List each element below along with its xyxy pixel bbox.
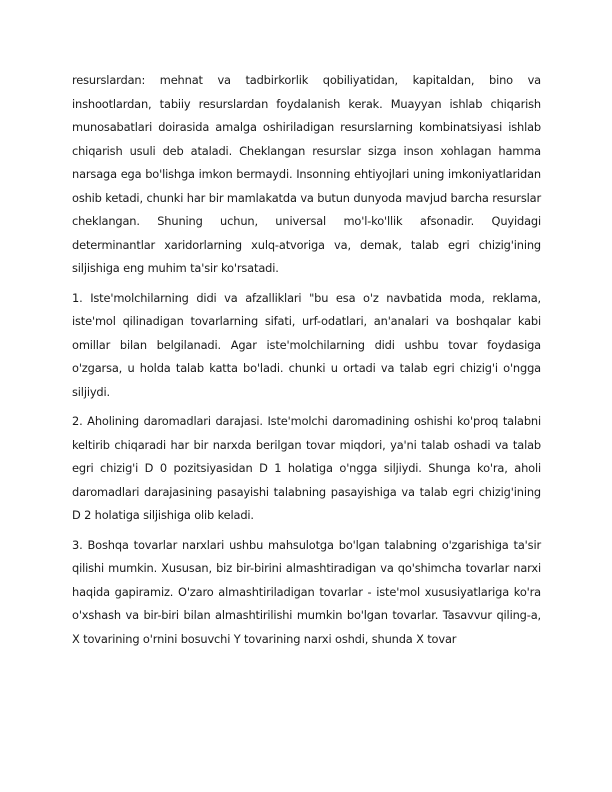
- paragraph-item-1: 1. Iste'molchilarning didi va afzalliklari "bu esa o'z navbatida moda, reklama, iste'mol qilinadigan tovarlarning sifati, urf-odatlari, an'analari va boshqalar kabi omillar bilan belgilanadi. Agar iste'molchilarning didi ushbu tovar foydasiga o'zgarsa, u holda talab katta bo'ladi. chunki u ortadi va talab egri chizig'i o'ngga siljiydi.: [72, 290, 541, 399]
- document-page: [72, 69, 541, 657]
- paragraph-item-2: 2. Aholining daromadlari darajasi. Iste'molchi daromadining oshishi ko'proq talabni keltirib chiqaradi har bir narxda berilgan tovar miqdori, ya'ni talab oshadi va talab egri chizig'i D 0 pozitsiyasidan D 1 holatiga o'ngga siljiydi. Shunga ko'ra, aholi daromadlari darajasining pasayishi talabning pasayishiga va talab egri chizig'ining D 2 holatiga siljishiga olib keladi.: [72, 414, 541, 522]
- paragraph-item-3: 3. Boshqa tovarlar narxlari ushbu mahsulotga bo'lgan talabning o'zgarishiga ta'sir qilishi mumkin. Xususan, biz bir-birini almashtiradigan va qo'shimcha tovarlar narxi haqida gapiramiz. O'zaro almashtiriladigan tovarlar - iste'mol xususiyatlariga ko'ra o'xshash va bir-biri bilan almashtirilishi mumkin bo'lgan tovarlar. Tasavvur qiling-a, X tovarining o'rnini bosuvchi Y tovarining narxi oshdi, shunda X tovar: [72, 537, 541, 646]
- paragraph-intro: resurslardan: mehnat va tadbirkorlik qobiliyatidan, kapitaldan, bino va inshootlardan, tabiiy resurslardan foydalanish kerak. Muayyan ishlab chiqarish munosabatlari doirasida amalga oshiriladigan resurslarning kombinatsiyasi ishlab chiqarish usuli deb ataladi. Cheklangan resurslar sizga inson xohlagan hamma narsaga ega bo'lishga imkon bermaydi. Insonning ehtiyojlari uning imkoniyatlaridan oshib ketadi, chunki har bir mamlakatda va butun dunyoda mavjud barcha resurslar cheklangan. Shuning uchun, universal mo'l-ko'llik afsonadir. Quyidagi determinantlar xaridorlarning xulq-atvoriga va, demak, talab egri chizig'ining siljishiga eng muhim ta'sir ko'rsatadi.: [72, 73, 541, 275]
